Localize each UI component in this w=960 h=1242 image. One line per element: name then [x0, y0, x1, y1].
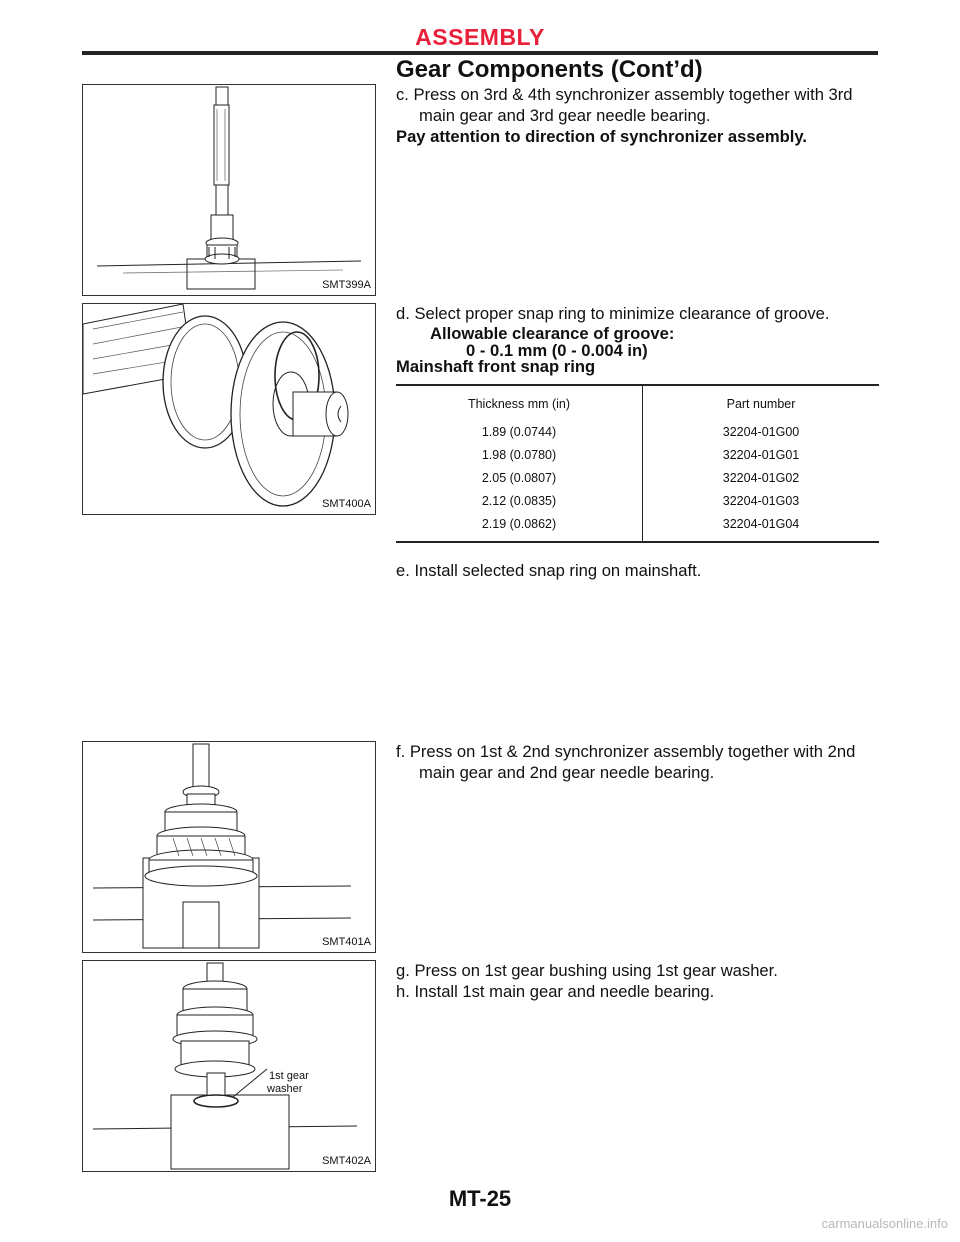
gear-snap-ring-illustration: [83, 304, 375, 514]
snap-ring-table-title: Mainshaft front snap ring: [396, 357, 596, 376]
column-header-thickness: Thickness mm (in): [396, 385, 643, 417]
figure-smt399a: [82, 84, 376, 296]
callout-washer-line2: washer: [267, 1083, 303, 1095]
part-number-cell: 32204-01G02: [722, 470, 800, 485]
part-number-cell: 32204-01G01: [722, 447, 800, 462]
page-number: MT-25: [448, 1186, 512, 1211]
part-number-cell: 32204-01G00: [722, 424, 800, 439]
figure-label: SMT400A: [322, 498, 371, 510]
synchronizer-press-illustration: [83, 742, 375, 952]
section-title: ASSEMBLY: [415, 24, 545, 50]
thickness-cell: 1.98 (0.0780): [396, 443, 643, 466]
step-h: h. Install 1st main gear and needle bearing.: [396, 982, 715, 1001]
step-f-line1: f. Press on 1st & 2nd synchronizer assembly together with 2nd: [396, 742, 856, 761]
column-header-part-number: Part number: [726, 397, 796, 411]
watermark: carmanualsonline.info: [821, 1216, 948, 1231]
thickness-cell: 1.89 (0.0744): [396, 417, 643, 443]
step-d-text: d. Select proper snap ring to minimize clearance of groove.: [396, 304, 830, 323]
step-e: e. Install selected snap ring on mainshaft.: [396, 561, 702, 580]
step-f: [396, 741, 880, 783]
figure-label: SMT402A: [322, 1155, 371, 1167]
step-c: [396, 84, 880, 147]
thickness-cell: 2.19 (0.0862): [396, 512, 643, 542]
snap-ring-table: [396, 384, 879, 543]
table-row: [396, 466, 879, 489]
table-header-row: [396, 385, 879, 417]
table-row: [396, 417, 879, 443]
figure-smt402a: [82, 960, 376, 1172]
table-row: [396, 443, 879, 466]
thickness-cell: 2.12 (0.0835): [396, 489, 643, 512]
figure-smt401a: [82, 741, 376, 953]
step-c-note: Pay attention to direction of synchronizer assembly.: [396, 127, 807, 146]
page-subtitle: Gear Components (Cont’d): [396, 56, 703, 83]
part-number-cell: 32204-01G03: [722, 493, 800, 508]
callout-washer-line1: 1st gear: [269, 1070, 309, 1082]
figure-smt400a: [82, 303, 376, 515]
step-g: g. Press on 1st gear bushing using 1st gear washer.: [396, 961, 778, 980]
step-c-line1: c. Press on 3rd & 4th synchronizer assembly together with 3rd: [396, 85, 853, 104]
clearance-spec-label: Allowable clearance of groove:: [430, 324, 675, 343]
figure-label: SMT399A: [322, 279, 371, 291]
clearance-spec-value: 0 - 0.1 mm (0 - 0.004 in): [466, 341, 648, 360]
header-rule: [82, 51, 878, 55]
table-row: [396, 512, 879, 542]
table-row: [396, 489, 879, 512]
mainshaft-press-illustration: [83, 85, 375, 295]
step-f-line2: main gear and 2nd gear needle bearing.: [419, 763, 715, 782]
gear-washer-illustration: [83, 961, 375, 1171]
figure-label: SMT401A: [322, 936, 371, 948]
thickness-cell: 2.05 (0.0807): [396, 466, 643, 489]
step-c-line2: main gear and 3rd gear needle bearing.: [419, 106, 711, 125]
part-number-cell: 32204-01G04: [722, 516, 800, 531]
